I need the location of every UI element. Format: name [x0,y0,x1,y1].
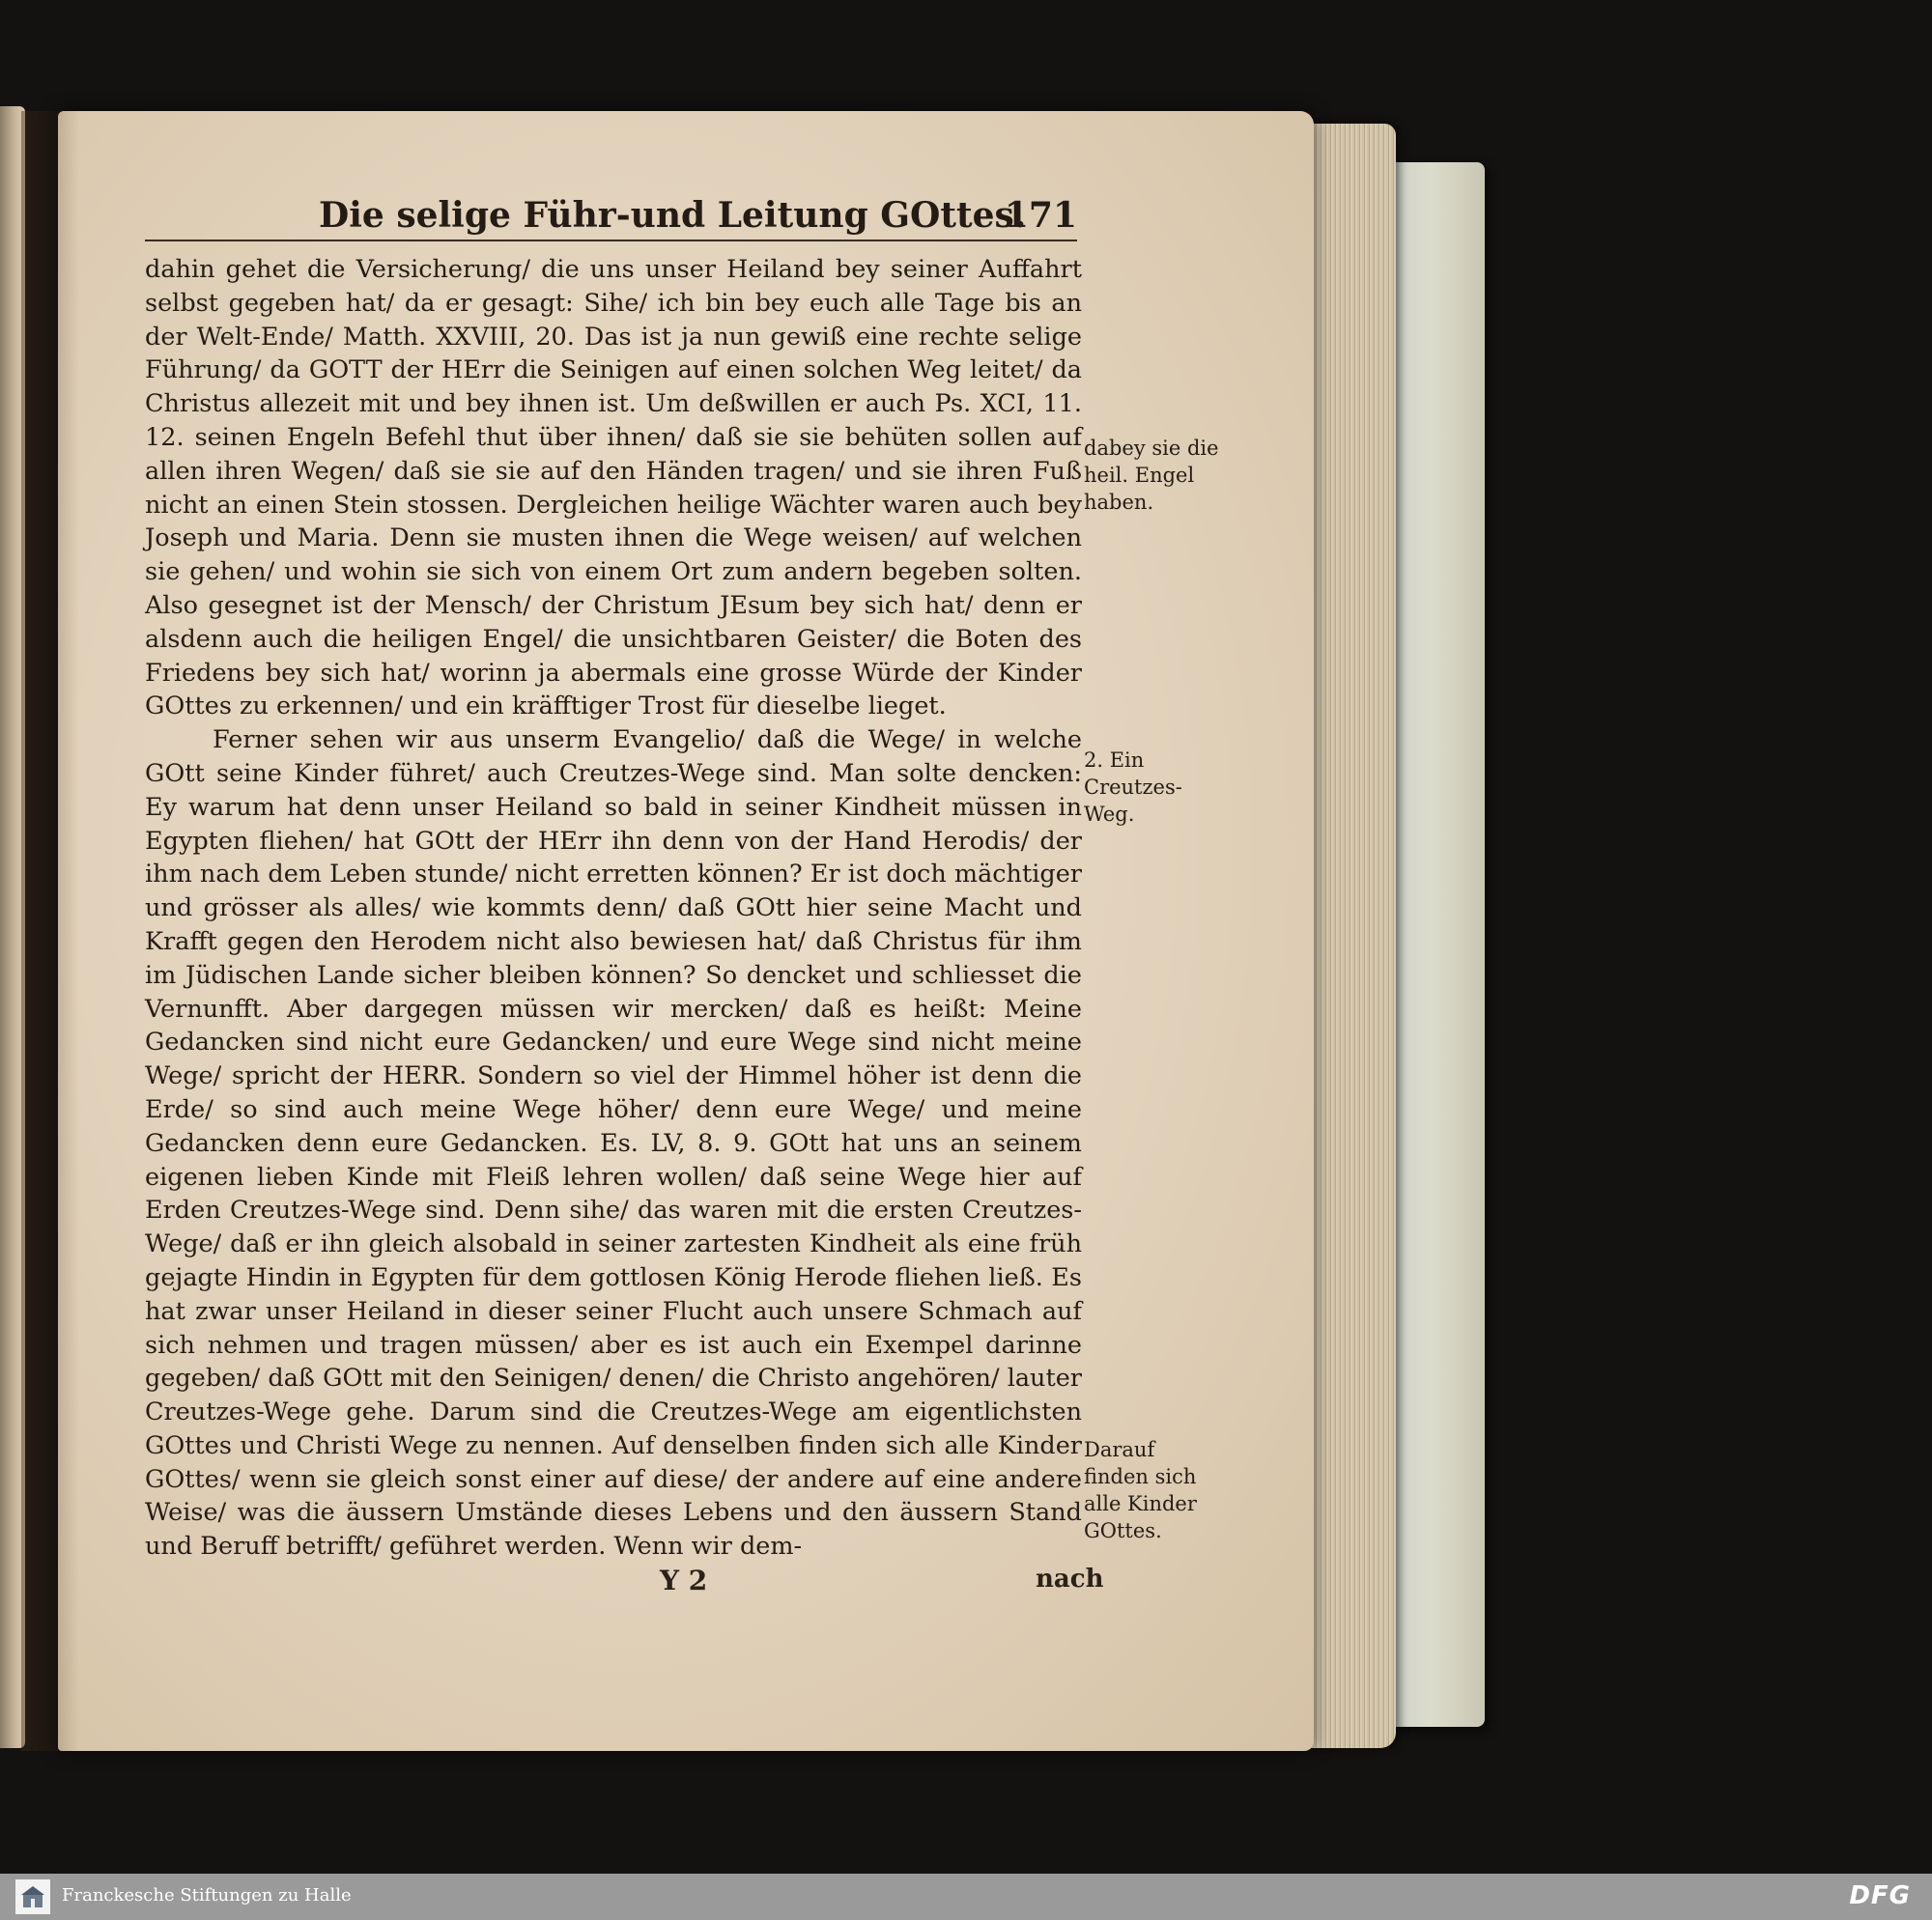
marginal-note-3: Darauf finden sich alle Kinder GOttes. [1084,1438,1197,1542]
header-rule [145,240,1077,241]
running-title: Die selige Führ-und Leitung GOttes. [319,195,1027,236]
page-stack-edges [1309,124,1396,1748]
institution-name[interactable]: Franckesche Stiftungen zu Halle [62,1885,352,1906]
back-cover [1393,162,1485,1727]
institution-logo-icon[interactable] [15,1879,50,1914]
paragraph-1: dahin gehet die Versicherung/ die uns unser Heiland bey seiner Auffahrt selbst gegeben hat/ da er gesagt: Sihe/ ich bin bey euch alle Tage bis an der Welt-Ende/ Matth. XXVIII, 20. Das ist ja nun gewiß eine rechte selige Führung/ da GOTT der HErr die Seinigen auf einen solchen Weg leitet/ da Christus allezeit mit und bey ihnen ist. Um deßwillen er auch Ps. XCI, 11. 12. seinen Engeln Befehl thut über ihnen/ daß sie sie behüten sollen auf allen ihren Wegen/ daß sie sie auf den Händen tragen/ und sie ihren Fuß nicht an einen Stein stossen. Dergleichen heilige Wächter waren auch bey Joseph und Maria. Denn sie musten ihnen die Wege weisen/ auf welchen sie gehen/ und wohin sie sich von einem Ort zum andern begeben solten. Also gesegnet ist der Mensch/ der Christum JEsum bey sich hat/ denn er alsdenn auch die heiligen Engel/ die unsichtbaren Geister/ die Boten des Friedens bey sich hat/ worinn ja abermals eine grosse Würde der Kinder GOttes zu erkennen/ und ein kräfftiger Trost für dieselbe lieget. [145,255,1082,721]
page-gutter-shadow [21,111,79,1751]
page-header [145,193,1077,251]
dfg-logo[interactable]: DFG [1849,1881,1911,1910]
signature-mark: Y 2 [660,1565,708,1596]
page-number: 171 [1004,195,1077,236]
marginal-note-1: dabey sie die heil. Engel haben. [1084,437,1219,514]
body-text [145,253,1082,1564]
paragraph-2: Ferner sehen wir aus unserm Evangelio/ daß die Wege/ in welche GOtt seine Kinder führet/ auch Creutzes-Wege sind. Man solte dencken: Ey warum hat denn unser Heiland so bald in seiner Kindheit müssen in Egypten fliehen/ hat GOtt der HErr ihn denn von der Hand Herodis/ der ihm nach dem Leben stunde/ nicht erretten können? Er ist doch mächtiger und grösser als alles/ wie kommts denn/ daß GOtt hier seine Macht und Krafft gegen den Herodem nicht also bewiesen hat/ daß Christus für ihm im Jüdischen Lande sicher bleiben können? So dencket und schliesset die Vernunfft. Aber dargegen müssen wir mercken/ daß es heißt: Meine Gedancken sind nicht eure Gedancken/ und eure Wege sind nicht meine Wege/ spricht der HERR. Sondern so viel der Himmel höher ist denn die Erde/ so sind auch meine Wege höher/ denn eure Wege/ und meine Gedancken denn eure Gedancken. Es. LV, 8. 9. GOtt hat uns an seinem eigenen lieben Kinde mit Fleiß lehren wollen/ daß seine Wege hier auf Erden Creutzes-Wege sind. Denn sihe/ das waren mit die ersten Creutzes-Wege/ daß er ihn gleich alsobald in seiner zartesten Kindheit als eine früh gejagte Hindin in Egypten für dem gottlosen König Herode fliehen ließ. Es hat zwar unser Heiland in dieser seiner Flucht auch unsere Schmach auf sich nehmen und tragen müssen/ aber es ist auch ein Exempel darinne gegeben/ daß GOtt mit den Seinigen/ denen/ die Christo angehören/ lauter Creutzes-Wege gehe. Darum sind die Creutzes-Wege am eigentlichsten GOttes und Christi Wege zu nennen. Auf denselben finden sich alle Kinder GOttes/ wenn sie gleich sonst einer auf diese/ der andere auf eine andere Weise/ was die äussern Umstände dieses Lebens und den äussern Stand und Beruff betrifft/ geführet werden. Wenn wir dem- [145,725,1082,1562]
building-icon [20,1884,45,1909]
viewer-footer [0,1874,1932,1920]
marginal-note-2: 2. Ein Creutzes-Weg. [1084,748,1182,826]
catchword: nach [1036,1565,1104,1594]
